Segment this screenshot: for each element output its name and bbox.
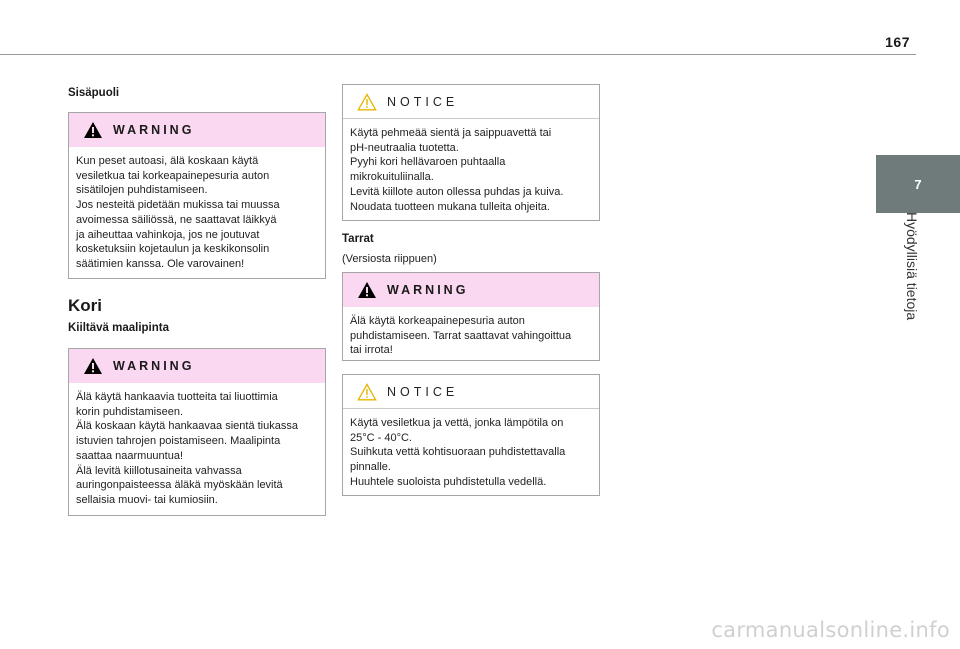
stickers-version-note: (Versiosta riippuen) [342, 253, 437, 265]
notice-line: Käytä vesiletkua ja vettä, jonka lämpötila on [350, 417, 564, 429]
warning-line: vesiletkua tai korkeapainepesuria auton [76, 169, 270, 182]
notice-icon [357, 93, 377, 111]
warning-icon [83, 357, 103, 375]
notice-label: NOTICE [387, 94, 459, 109]
chapter-tab[interactable] [876, 155, 960, 213]
warning-line: sisätilojen puhdistamiseen. [76, 184, 208, 197]
warning-line: Älä käytä hankaavia tuotteita tai liuottimia [76, 391, 278, 403]
notice-line: mikrokuituliinalla. [350, 171, 434, 184]
warning-line: saattaa naarmuuntua! [76, 449, 184, 462]
chapter-title-text: Hyödyllisiä tietoja [904, 212, 920, 321]
section-body-heading: Kori [68, 296, 102, 315]
notice-line: Käytä pehmeää sientä ja saippuavettä tai [350, 127, 552, 139]
warning-icon [83, 121, 103, 139]
notice-line: Noudata tuotteen mukana tulleita ohjeita. [350, 200, 550, 213]
warning-label: WARNING [113, 123, 195, 137]
warning-line: tai irrota! [350, 344, 393, 357]
notice-box-paint-care [342, 84, 600, 221]
notice-box-washing [342, 374, 600, 496]
warning-line: auringonpaisteessa äläkä myöskään levitä [76, 479, 283, 492]
section-interior-heading: Sisäpuoli [68, 87, 120, 99]
warning-header [69, 349, 325, 383]
notice-line: pH-neutraalia tuotetta. [350, 141, 459, 154]
chapter-number: 7 [914, 176, 922, 192]
page-number: 167 [885, 34, 910, 50]
notice-header [343, 85, 599, 119]
warning-box-stickers [342, 272, 600, 361]
warning-line: korin puhdistamiseen. [76, 405, 184, 418]
warning-line: kosketuksiin kojetaulun ja keskikonsolin [76, 243, 270, 256]
warning-text [69, 383, 325, 516]
warning-line: ja aiheuttaa vahinkoja, jos ne joutuvat [76, 228, 260, 241]
warning-line: avoimessa säiliössä, ne saattavat läikkyä [76, 213, 277, 226]
notice-text [343, 119, 599, 222]
warning-line: Kun peset autoasi, älä koskaan käytä [76, 155, 259, 167]
notice-line: Levitä kiillote auton ollessa puhdas ja kuiva. [350, 185, 564, 198]
chapter-title [904, 212, 924, 342]
notice-icon [357, 383, 377, 401]
warning-box-paint [68, 348, 326, 516]
warning-line: Älä koskaan käytä hankaavaa sientä tiukassa [76, 420, 298, 433]
warning-icon [357, 281, 377, 299]
notice-label: NOTICE [387, 384, 459, 399]
warning-line: puhdistamiseen. Tarrat saattavat vahingoittua [350, 329, 572, 342]
notice-line: 25°C - 40°C. [350, 431, 412, 444]
section-stickers-heading: Tarrat [342, 233, 374, 245]
warning-text [343, 307, 599, 366]
warning-header [69, 113, 325, 147]
warning-label: WARNING [113, 359, 195, 373]
header-divider [0, 54, 916, 55]
warning-text [69, 147, 325, 280]
notice-text [343, 409, 599, 498]
warning-header [343, 273, 599, 307]
warning-label: WARNING [387, 283, 469, 297]
warning-line: säätimien kanssa. Ole varovainen! [76, 257, 245, 270]
warning-line: istuvien tahrojen poistamiseen. Maalipinta [76, 435, 281, 448]
notice-header [343, 375, 599, 409]
warning-line: Älä levitä kiillotusaineita vahvassa [76, 464, 242, 477]
warning-line: sellaisia muovi- tai kumiosiin. [76, 493, 218, 506]
watermark: carmanualsonline.info [711, 618, 950, 642]
warning-line: Älä käytä korkeapainepesuria auton [350, 315, 525, 327]
warning-line: Jos nesteitä pidetään mukissa tai muussa [76, 199, 280, 212]
warning-box-interior [68, 112, 326, 279]
notice-line: Suihkuta vettä kohtisuoraan puhdistettavalla [350, 446, 566, 459]
notice-line: pinnalle. [350, 461, 391, 474]
subsection-paint-heading: Kiiltävä maalipinta [68, 322, 169, 334]
notice-line: Huuhtele suoloista puhdistetulla vedellä. [350, 475, 547, 488]
notice-line: Pyyhi kori hellävaroen puhtaalla [350, 156, 506, 169]
